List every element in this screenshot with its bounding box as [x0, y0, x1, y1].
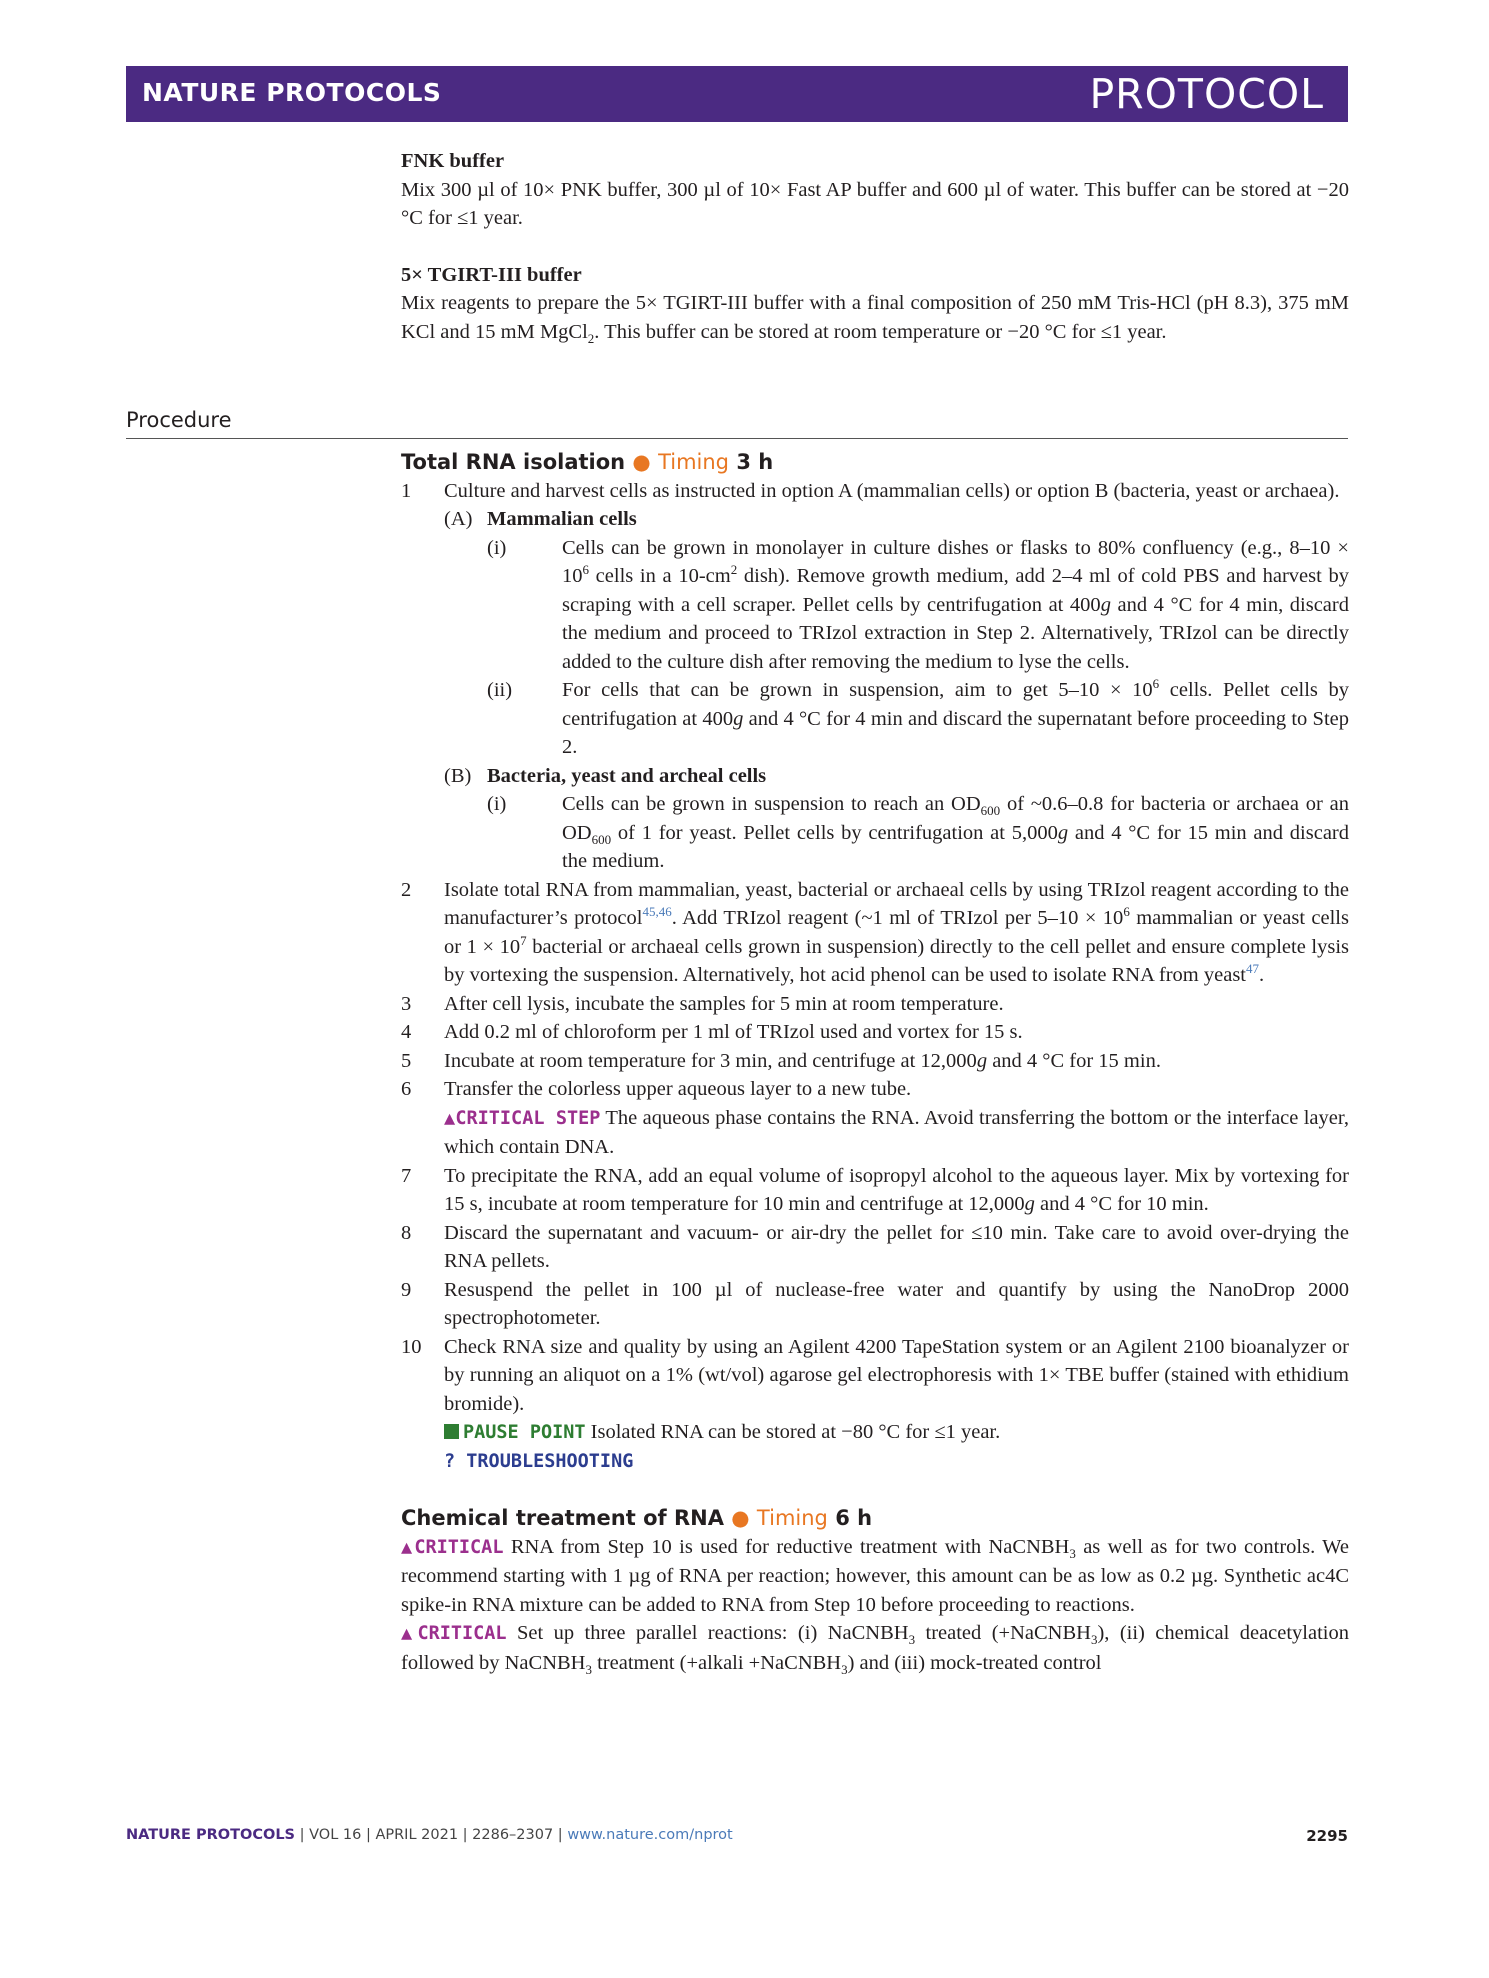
step-1: 1 Culture and harvest cells as instructed in option A (mammalian cells) or option B (bacteria, yeast or archaea). (A) Mammalian cells (i) Cells can be grown in monolayer in culture dishes or flasks to 80% confluency (e.g., $8-10 \times 10^6$ cells in a $10-cm^2$ dish). Remove growth medium, add 2–4 ml of cold PBS and harvest by scraping with a cell scraper. Pellet cells by centrifugation at 400g and 4 °C for 4 min, discard the medium and proceed to TRIzol extraction in Step 2. Alternatively, TRIzol can be directly added to the culture dish after removing the medium to lyse the cells. (ii) For cells that can be grown in suspension, aim to get $5-10 \times 10^6$ cells. Pellet cells by centrifugation at 400g and 4 °C for 4 min and discard the supernatant before proceeding to Step 2. (B) Bacteria, yeast and archeal cells (i) Cells can be grown in suspension to reach an $OD_{600}$ of ~0.6–0.8 for bacteria or archaea or an $OD_{600}$ of 1 for yeast. Pellet cells by centrifugation at 5,000g and 4 °C for 15 min and discard the medium. — [401, 477, 1349, 876]
step-2: 2 Isolate total RNA from mammalian, yeast, bacterial or archaeal cells by using TRIzol reagent according to the manufacturer’s protocol$^{45,46}$. Add TRIzol reagent (~1 ml of TRIzol per $5-10 \times 10^6$ mammalian or yeast cells or $1 \times 10^7$ bacterial or archaeal cells grown in suspension) directly to the cell pellet and ensure complete lysis by vortexing the suspension. Alternatively, hot acid phenol can be used to isolate RNA from yeast$^{47}$. — [401, 878, 1350, 986]
option-b-i: (i) Cells can be grown in suspension to reach an $OD_{600}$ of ~0.6–0.8 for bacteria or archaea or an $OD_{600}$ of 1 for yeast. Pellet cells by centrifugation at 5,000g and 4 °C for 15 min and discard the medium. — [487, 793, 1349, 872]
step-4: 4 Add 0.2 ml of chloroform per 1 ml of TRIzol used and vortex for 15 s. — [401, 1021, 1023, 1043]
main-content — [401, 147, 1349, 1677]
step-10: 10 Check RNA size and quality by using an Agilent 4200 TapeStation system or an Agilent 2100 bioanalyzer or by running an aliquot on a 1% (wt/vol) agarose gel electrophoresis with 1× TBE buffer (stained with ethidium bromide). PAUSE POINT Isolated RNA can be stored at −80 °C for ≤1 year. ? TROUBLESHOOTING — [401, 1333, 1349, 1477]
step-3: 3 After cell lysis, incubate the samples for 5 min at room temperature. — [401, 992, 1004, 1015]
tgirt-title: 5× TGIRT-III buffer — [401, 263, 582, 286]
troubleshooting-link[interactable]: ? TROUBLESHOOTING — [444, 1450, 634, 1472]
chem-critical-1: ▲CRITICAL RNA from Step 10 is used for reductive treatment with NaCNBH$_3$ as well as for two controls. We recommend starting with 1 µg of RNA per reaction; however, this amount can be as low as 0.2 µg. Synthetic ac4C spike-in RNA mixture can be added to RNA from Step 10 before proceeding to reactions. — [401, 1535, 1349, 1616]
option-a-i: (i) Cells can be grown in monolayer in culture dishes or flasks to 80% confluency (e.g., $8-10 \times 10^6$ cells in a $10-cm^2$ dish). Remove growth medium, add 2–4 ml of cold PBS and harvest by scraping with a cell scraper. Pellet cells by centrifugation at 400g and 4 °C for 4 min, discard the medium and proceed to TRIzol extraction in Step 2. Alternatively, TRIzol can be directly added to the culture dish after removing the medium to lyse the cells. — [487, 536, 1349, 673]
journal-name: NATURE PROTOCOLS — [142, 78, 442, 107]
step-8: 8 Discard the supernatant and vacuum- or air-dry the pellet for ≤10 min. Take care to avoid over-drying the RNA pellets. — [401, 1221, 1349, 1272]
fnk-body: Mix 300 µl of 10× PNK buffer, 300 µl of 10× Fast AP buffer and 600 µl of water. This buffer can be stored at −20 °C for ≤1 year. — [401, 178, 1349, 229]
step-7: 7 To precipitate the RNA, add an equal volume of isopropyl alcohol to the aqueous layer. Mix by vortexing for 15 s, incubate at room temperature for 10 min and centrifuge at 12,000g and 4 °C for 10 min. — [401, 1164, 1349, 1215]
pause-point-label: PAUSE POINT — [463, 1422, 586, 1443]
section-chemical-treatment: Chemical treatment of RNA ● Timing 6 h — [401, 1506, 873, 1530]
step-9: 9 Resuspend the pellet in 100 µl of nuclease-free water and quantify by using the NanoDrop 2000 spectrophotometer. — [401, 1278, 1349, 1329]
footer-url[interactable]: www.nature.com/nprot — [567, 1827, 733, 1843]
procedure-heading: Procedure — [126, 408, 232, 432]
critical-step-label: ▲CRITICAL STEP — [444, 1107, 601, 1129]
timing-dot-icon: ● — [731, 1506, 750, 1530]
pause-square-icon — [444, 1424, 459, 1439]
step-6: 6 Transfer the colorless upper aqueous layer to a new tube. ▲CRITICAL STEP The aqueous phase contains the RNA. Avoid transferring the bottom or the interface layer, which contain DNA. — [401, 1078, 1349, 1158]
chem-critical-2: ▲CRITICAL Set up three parallel reactions: (i) NaCNBH$_3$ treated (+NaCNBH$_3$), (ii) chemical deacetylation followed by NaCNBH$_3$ treatment (+alkali +NaCNBH$_3$) and (iii) mock-treated control — [401, 1622, 1349, 1677]
page-number: 2295 — [1306, 1827, 1348, 1845]
option-b: (B) Bacteria, yeast and archeal cells (i) Cells can be grown in suspension to reach an $OD_{600}$ of ~0.6–0.8 for bacteria or archaea or an $OD_{600}$ of 1 for yeast. Pellet cells by centrifugation at 5,000g and 4 °C for 15 min and discard the medium. — [444, 762, 1349, 876]
tgirt-body: Mix reagents to prepare the 5× TGIRT-III buffer with a final composition of 250 mM Tris-HCl (pH 8.3), 375 mM KCl and 15 mM MgCl$_2$. This buffer can be stored at room temperature or −20 °C for ≤1 year. — [401, 292, 1349, 346]
section-total-rna: Total RNA isolation ● Timing 3 h — [401, 450, 774, 474]
footer: NATURE PROTOCOLS | VOL 16 | APRIL 2021 | 2286–2307 | www.nature.com/nprot 2295 — [126, 1827, 1348, 1845]
option-a: (A) Mammalian cells (i) Cells can be grown in monolayer in culture dishes or flasks to 80% confluency (e.g., $8-10 \times 10^6$ cells in a $10-cm^2$ dish). Remove growth medium, add 2–4 ml of cold PBS and harvest by scraping with a cell scraper. Pellet cells by centrifugation at 400g and 4 °C for 4 min, discard the medium and proceed to TRIzol extraction in Step 2. Alternatively, TRIzol can be directly added to the culture dish after removing the medium to lyse the cells. (ii) For cells that can be grown in suspension, aim to get $5-10 \times 10^6$ cells. Pellet cells by centrifugation at 400g and 4 °C for 4 min and discard the supernatant before proceeding to Step 2. — [444, 505, 1349, 762]
timing-dot-icon: ● — [632, 450, 651, 474]
article-type: PROTOCOL — [1089, 70, 1324, 118]
header-bar — [126, 66, 1348, 122]
footer-journal: NATURE PROTOCOLS — [126, 1827, 296, 1843]
fnk-title: FNK buffer — [401, 150, 505, 172]
step-5: 5 Incubate at room temperature for 3 min, and centrifuge at 12,000g and 4 °C for 15 min. — [401, 1049, 1161, 1072]
option-a-ii: (ii) For cells that can be grown in suspension, aim to get $5-10 \times 10^6$ cells. Pellet cells by centrifugation at 400g and 4 °C for 4 min and discard the supernatant before proceeding to Step 2. — [487, 676, 1349, 758]
